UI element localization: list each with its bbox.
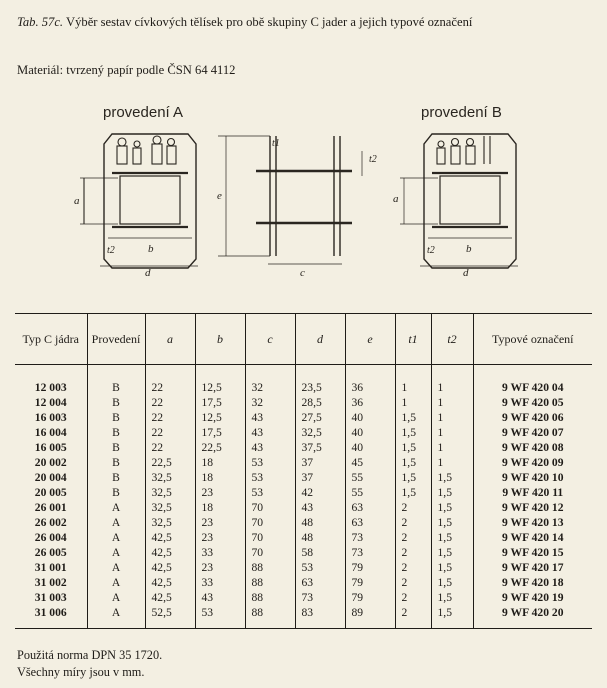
cell-t2: 1,5	[431, 605, 473, 629]
cell-a: 22	[145, 425, 195, 440]
cell-d: 27,5	[295, 410, 345, 425]
cell-provedeni: B	[87, 485, 145, 500]
cell-c: 70	[245, 500, 295, 515]
dimensions-table-wrap	[15, 313, 592, 629]
cell-typ: 20 004	[15, 470, 87, 485]
cell-a: 22	[145, 440, 195, 455]
note-standard: Použitá norma DPN 35 1720.	[17, 648, 163, 662]
table-row	[15, 530, 592, 545]
cell-b: 33	[195, 545, 245, 560]
cell-c: 53	[245, 455, 295, 470]
notes	[17, 647, 162, 681]
cell-t1: 1	[395, 365, 431, 396]
cell-t1: 2	[395, 575, 431, 590]
cell-c: 88	[245, 560, 295, 575]
cell-d: 53	[295, 560, 345, 575]
table-header-row	[15, 314, 592, 365]
cell-d: 37	[295, 455, 345, 470]
cell-c: 43	[245, 425, 295, 440]
cell-a: 42,5	[145, 530, 195, 545]
cell-typ: 26 002	[15, 515, 87, 530]
cell-c: 70	[245, 515, 295, 530]
cell-d: 63	[295, 575, 345, 590]
table-row	[15, 455, 592, 470]
cell-typ: 16 005	[15, 440, 87, 455]
table-row	[15, 590, 592, 605]
cell-t2: 1,5	[431, 470, 473, 485]
cell-e: 45	[345, 455, 395, 470]
cell-t1: 2	[395, 500, 431, 515]
cell-provedeni: A	[87, 605, 145, 629]
cell-a: 42,5	[145, 590, 195, 605]
cell-provedeni: A	[87, 500, 145, 515]
cell-t1: 1,5	[395, 485, 431, 500]
cell-a: 32,5	[145, 515, 195, 530]
cell-provedeni: A	[87, 590, 145, 605]
cell-oznaceni: 9 WF 420 04	[501, 381, 564, 394]
cell-b: 12,5	[195, 410, 245, 425]
cell-provedeni: B	[87, 470, 145, 485]
material-note: Materiál: tvrzený papír podle ČSN 64 4112	[17, 63, 236, 77]
cell-oznaceni: 9 WF 420 12	[501, 501, 564, 514]
table-row	[15, 365, 592, 396]
cell-typ: 31 003	[15, 590, 87, 605]
table-row	[15, 560, 592, 575]
cell-provedeni: A	[87, 545, 145, 560]
table-row	[15, 500, 592, 515]
cell-c: 53	[245, 470, 295, 485]
cell-b: 18	[195, 500, 245, 515]
dim-a-label: a	[74, 195, 80, 207]
variant-b-label: provedení B	[421, 104, 502, 121]
cell-b: 23	[195, 515, 245, 530]
cell-a: 42,5	[145, 560, 195, 575]
cell-e: 89	[345, 605, 395, 629]
cell-d: 48	[295, 515, 345, 530]
dim-b-label-b: b	[466, 243, 472, 255]
header-e: e	[345, 314, 395, 365]
cell-oznaceni: 9 WF 420 08	[501, 441, 564, 454]
cell-t2: 1,5	[431, 500, 473, 515]
table-row	[15, 545, 592, 560]
cell-e: 55	[345, 485, 395, 500]
cell-typ: 12 003	[15, 365, 87, 396]
dim-t1-label: t1	[272, 138, 280, 149]
cell-b: 18	[195, 470, 245, 485]
cell-t1: 2	[395, 530, 431, 545]
cell-c: 43	[245, 410, 295, 425]
table-row	[15, 470, 592, 485]
dim-t2-label-side: t2	[369, 154, 377, 165]
cell-provedeni: B	[87, 410, 145, 425]
cell-t1: 1,5	[395, 425, 431, 440]
cell-a: 42,5	[145, 545, 195, 560]
cell-d: 48	[295, 530, 345, 545]
cell-e: 73	[345, 530, 395, 545]
cell-t1: 1,5	[395, 410, 431, 425]
cell-typ: 31 002	[15, 575, 87, 590]
variant-b-window	[440, 176, 500, 224]
cell-oznaceni: 9 WF 420 19	[501, 591, 564, 604]
cell-t2: 1,5	[431, 590, 473, 605]
dim-c-label: c	[300, 267, 305, 279]
dim-a-label-b: a	[393, 193, 399, 205]
cell-a: 42,5	[145, 575, 195, 590]
cell-d: 83	[295, 605, 345, 629]
cell-b: 33	[195, 575, 245, 590]
cell-e: 40	[345, 410, 395, 425]
technical-drawing	[0, 96, 607, 296]
cell-e: 63	[345, 515, 395, 530]
cell-a: 22	[145, 395, 195, 410]
table-row	[15, 575, 592, 590]
header-c: c	[245, 314, 295, 365]
cell-typ: 26 004	[15, 530, 87, 545]
dim-d-label-b: d	[463, 267, 469, 279]
cell-oznaceni: 9 WF 420 09	[501, 456, 564, 469]
cell-provedeni: B	[87, 455, 145, 470]
cell-d: 43	[295, 500, 345, 515]
cell-t2: 1,5	[431, 530, 473, 545]
cell-d: 28,5	[295, 395, 345, 410]
header-typ: Typ C jádra	[15, 314, 87, 365]
cell-c: 32	[245, 365, 295, 396]
header-t1: t1	[395, 314, 431, 365]
cell-a: 32,5	[145, 470, 195, 485]
cell-t1: 2	[395, 515, 431, 530]
header-provedeni: Provedení	[87, 314, 145, 365]
table-caption	[17, 14, 592, 31]
dim-d-label: d	[145, 267, 151, 279]
cell-d: 37,5	[295, 440, 345, 455]
dim-e-label: e	[217, 190, 222, 202]
cell-e: 73	[345, 545, 395, 560]
dimensions-table	[15, 313, 592, 629]
cell-c: 88	[245, 575, 295, 590]
cell-c: 70	[245, 545, 295, 560]
variant-a-pins	[117, 136, 176, 164]
cell-a: 32,5	[145, 500, 195, 515]
cell-t1: 2	[395, 545, 431, 560]
cell-e: 55	[345, 470, 395, 485]
cell-t2: 1,5	[431, 485, 473, 500]
table-row	[15, 440, 592, 455]
cell-c: 88	[245, 590, 295, 605]
cell-oznaceni: 9 WF 420 15	[501, 546, 564, 559]
cell-t2: 1,5	[431, 560, 473, 575]
cell-typ: 20 002	[15, 455, 87, 470]
cell-t1: 1,5	[395, 455, 431, 470]
variant-b-pins	[437, 136, 490, 164]
cell-t2: 1	[431, 365, 473, 396]
cell-t2: 1,5	[431, 515, 473, 530]
cell-oznaceni: 9 WF 420 05	[501, 396, 564, 409]
dim-b-label: b	[148, 243, 154, 255]
dim-t2-label-a: t2	[107, 245, 115, 256]
cell-a: 22	[145, 410, 195, 425]
cell-oznaceni: 9 WF 420 11	[502, 486, 564, 499]
cell-b: 17,5	[195, 395, 245, 410]
cell-e: 79	[345, 590, 395, 605]
cell-d: 37	[295, 470, 345, 485]
cell-typ: 20 005	[15, 485, 87, 500]
cell-d: 23,5	[295, 365, 345, 396]
cell-a: 32,5	[145, 485, 195, 500]
cell-t1: 2	[395, 560, 431, 575]
table-number: Tab. 57c.	[17, 15, 64, 29]
table-row	[15, 485, 592, 500]
cell-typ: 31 006	[15, 605, 87, 629]
cell-t2: 1,5	[431, 575, 473, 590]
cell-c: 70	[245, 530, 295, 545]
variant-a-label: provedení A	[103, 104, 184, 121]
cell-b: 23	[195, 560, 245, 575]
cell-e: 40	[345, 440, 395, 455]
cell-b: 43	[195, 590, 245, 605]
cell-typ: 16 004	[15, 425, 87, 440]
table-body	[15, 365, 592, 629]
table-row	[15, 605, 592, 629]
cell-e: 79	[345, 560, 395, 575]
cell-b: 17,5	[195, 425, 245, 440]
cell-d: 58	[295, 545, 345, 560]
cell-e: 63	[345, 500, 395, 515]
variant-a-window	[120, 176, 180, 224]
cell-t1: 2	[395, 605, 431, 629]
cell-oznaceni: 9 WF 420 07	[501, 426, 564, 439]
cell-e: 36	[345, 395, 395, 410]
cell-a: 52,5	[145, 605, 195, 629]
table-row	[15, 395, 592, 410]
cell-oznaceni: 9 WF 420 20	[473, 605, 592, 629]
cell-t2: 1	[431, 395, 473, 410]
header-b: b	[195, 314, 245, 365]
cell-provedeni: B	[87, 440, 145, 455]
cell-d: 42	[295, 485, 345, 500]
header-a: a	[145, 314, 195, 365]
cell-c: 32	[245, 395, 295, 410]
cell-provedeni: B	[87, 425, 145, 440]
cell-t1: 2	[395, 590, 431, 605]
cell-t2: 1,5	[431, 545, 473, 560]
dim-t2-label-b: t2	[427, 245, 435, 256]
cell-b: 12,5	[195, 365, 245, 396]
cell-typ: 26 001	[15, 500, 87, 515]
side-view	[218, 136, 352, 264]
header-d: d	[295, 314, 345, 365]
cell-t2: 1	[431, 410, 473, 425]
cell-b: 23	[195, 485, 245, 500]
cell-t2: 1	[431, 425, 473, 440]
cell-t2: 1	[431, 455, 473, 470]
header-t2: t2	[431, 314, 473, 365]
table-row	[15, 425, 592, 440]
cell-d: 32,5	[295, 425, 345, 440]
cell-oznaceni: 9 WF 420 13	[501, 516, 564, 529]
cell-a: 22,5	[145, 455, 195, 470]
cell-oznaceni: 9 WF 420 14	[501, 531, 564, 544]
note-units: Všechny míry jsou v mm.	[17, 665, 145, 679]
table-row	[15, 515, 592, 530]
cell-c: 43	[245, 440, 295, 455]
cell-oznaceni: 9 WF 420 17	[501, 561, 564, 574]
table-title: Výběr sestav cívkových tělísek pro obě skupiny C jader a jejich typové označení	[66, 15, 473, 29]
cell-oznaceni: 9 WF 420 10	[501, 471, 564, 484]
cell-provedeni: B	[87, 395, 145, 410]
cell-b: 18	[195, 455, 245, 470]
cell-provedeni: A	[87, 560, 145, 575]
cell-c: 53	[245, 485, 295, 500]
cell-e: 40	[345, 425, 395, 440]
cell-oznaceni: 9 WF 420 06	[501, 411, 564, 424]
cell-typ: 12 004	[15, 395, 87, 410]
cell-t1: 1,5	[395, 440, 431, 455]
cell-e: 79	[345, 575, 395, 590]
cell-typ: 31 001	[15, 560, 87, 575]
header-oznaceni: Typové označení	[473, 314, 592, 365]
cell-typ: 26 005	[15, 545, 87, 560]
cell-b: 22,5	[195, 440, 245, 455]
cell-c: 88	[245, 605, 295, 629]
cell-provedeni: A	[87, 575, 145, 590]
cell-oznaceni: 9 WF 420 18	[501, 576, 564, 589]
table-row	[15, 410, 592, 425]
cell-b: 23	[195, 530, 245, 545]
cell-t2: 1	[431, 440, 473, 455]
cell-typ: 16 003	[15, 410, 87, 425]
cell-t1: 1	[395, 395, 431, 410]
cell-a: 22	[145, 365, 195, 396]
cell-provedeni: A	[87, 515, 145, 530]
cell-d: 73	[295, 590, 345, 605]
cell-b: 53	[195, 605, 245, 629]
cell-e: 36	[345, 365, 395, 396]
cell-provedeni: B	[87, 365, 145, 396]
cell-t1: 1,5	[395, 470, 431, 485]
cell-provedeni: A	[87, 530, 145, 545]
